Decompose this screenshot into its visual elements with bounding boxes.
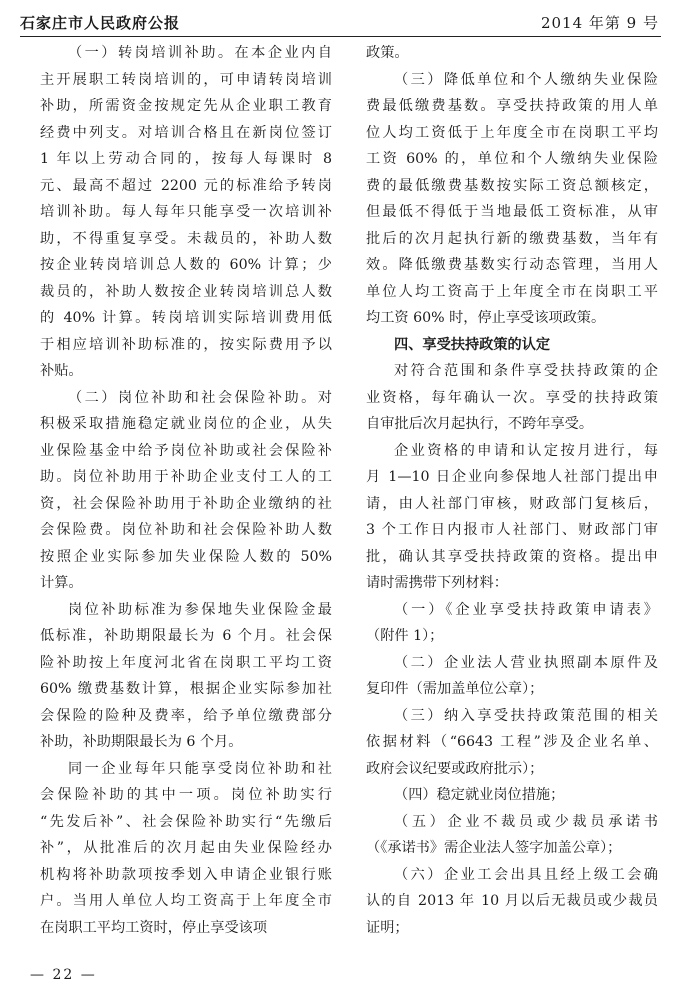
text-line: 政策。 [366, 45, 409, 61]
text-line: 会保险的险种及费率，给予单位缴费部分 [40, 707, 332, 724]
text-line: 证明； [366, 919, 409, 936]
text-line: 自审批后次月起执行，不跨年享受。 [366, 416, 594, 432]
text-line: 助，不得重复享受。未裁员的，补助人数 [40, 230, 332, 247]
text-line: 在岗职工平均工资时，停止享受该项 [40, 919, 268, 936]
text-line: 元、最高不超过 2200 元的标准给予转岗 [40, 177, 332, 194]
text-line: 裁员的，补助人数按企业转岗培训总人数 [40, 283, 332, 300]
text-line: 批，确认其享受扶持政策的资格。提出申 [366, 548, 658, 565]
text-line: 费最低缴费基数。享受扶持政策的用人单 [366, 98, 658, 114]
text-line: 复印件（需加盖单位公章）； [366, 681, 544, 697]
header-rule [20, 36, 661, 37]
text-line: （四）稳定就业岗位措施； [394, 787, 565, 803]
text-line: （六）企业工会出具且经上级工会确 [394, 866, 658, 883]
text-line: （附件 1）； [366, 628, 444, 644]
text-line: 会保险补助的其中一项。岗位补助实行 [40, 787, 332, 803]
text-line: 月 1—10 日企业向参保地人社部门提出申 [366, 469, 658, 485]
text-line: 同一企业每年只能享受岗位补助和社 [68, 760, 332, 777]
text-line: 工资 60% 的，单位和个人缴纳失业保险 [366, 151, 658, 167]
right-column [366, 40, 658, 941]
text-line: 企业资格的申请和认定按月进行，每 [394, 442, 658, 459]
text-line: （二）岗位补助和社会保险补助。对 [68, 389, 332, 406]
text-line: 的 40% 计算。转岗培训实际培训费用低 [40, 310, 332, 326]
text-line: 位人均工资低于上年度全市在岗职工平均 [366, 124, 658, 141]
text-line: 业资格，每年确认一次。享受的扶持政策 [366, 389, 658, 406]
text-line: （《承诺书》需企业法人签字加盖公章）； [366, 840, 622, 856]
text-line: 岗位补助标准为参保地失业保险金最 [68, 601, 332, 618]
text-line: 批后的次月起执行新的缴费基数，当年有 [366, 230, 658, 247]
text-line: 主开展职工转岗培训的，可申请转岗培训 [40, 71, 332, 88]
text-line: 户。当用人单位人均工资高于上年度全市 [40, 893, 332, 909]
text-line: 但最低不得低于当地最低工资标准，从审 [366, 204, 658, 220]
text-line: 补助，补助期限最长为 6 个月。 [40, 734, 243, 750]
section-heading: 四、享受扶持政策的认定 [394, 336, 551, 353]
text-line: 经费中列支。对培训合格且在新岗位签订 [40, 124, 332, 141]
text-line: （三）降低单位和个人缴纳失业保险 [394, 71, 658, 88]
text-line: 效。降低缴费基数实行动态管理，当用人 [366, 257, 658, 273]
text-line: 机构将补助款项按季划入申请企业银行账 [40, 866, 332, 883]
text-line: （一）转岗培训补助。在本企业内自 [68, 45, 332, 61]
text-line: 业保险基金中给予岗位补助或社会保险补 [40, 442, 332, 459]
text-line: 补助，所需资金按规定先从企业职工教育 [40, 98, 332, 114]
text-line: 险补助按上年度河北省在岗职工平均工资 [40, 654, 332, 671]
text-line: 3 个工作日内报市人社部门、财政部门审 [366, 522, 658, 538]
text-line: 于相应培训补助标准的，按实际费用予以 [40, 336, 332, 353]
text-line: 依据材料（“6643 工程”涉及企业名单、 [366, 734, 658, 750]
text-line: “先发后补”、社会保险补助实行“先缴后 [40, 813, 332, 830]
text-line: （三）纳入享受扶持政策范围的相关 [394, 707, 658, 724]
left-column [40, 40, 332, 941]
text-line: 1 年以上劳动合同的，按每人每课时 8 [40, 151, 332, 167]
text-line: 均工资 60% 时，停止享受该项政策。 [366, 310, 606, 326]
text-line: 补贴。 [40, 363, 83, 379]
text-line: 按照企业实际参加失业保险人数的 50% [40, 548, 332, 565]
text-line: 培训补助。每人每年只能享受一次培训补 [40, 204, 332, 220]
text-line: 计算。 [40, 575, 83, 591]
text-line: 助。岗位补助用于补助企业支付工人的工 [40, 469, 332, 485]
text-line: （一）《企业享受扶持政策申请表》 [394, 601, 658, 618]
text-line: 低标准，补助期限最长为 6 个月。社会保 [40, 628, 332, 644]
text-line: 积极采取措施稳定就业岗位的企业，从失 [40, 416, 332, 432]
text-line: （二）企业法人营业执照副本原件及 [394, 654, 658, 671]
text-line: 费的最低缴费基数按实际工资总额核定， [366, 177, 658, 194]
text-line: 请，由人社部门审核，财政部门复核后， [366, 495, 658, 512]
text-line: 60% 缴费基数计算，根据企业实际参加社 [40, 681, 332, 697]
issue-number: 2014 年第 9 号 [540, 14, 659, 32]
page-number: — 22 — [30, 967, 97, 983]
text-line: 对符合范围和条件享受扶持政策的企 [394, 363, 658, 379]
text-line: 请时需携带下列材料： [366, 575, 508, 591]
text-line: 政府会议纪要或政府批示）； [366, 760, 544, 777]
text-line: 单位人均工资高于上年度全市在岗职工平 [366, 283, 658, 300]
text-line: 认的自 2013 年 10 月以后无裁员或少裁员 [366, 893, 658, 909]
text-line: 按企业转岗培训总人数的 60% 计算；少 [40, 257, 332, 273]
journal-title: 石家庄市人民政府公报 [20, 14, 181, 32]
text-line: 补”，从批准后的次月起由失业保险经办 [40, 840, 332, 856]
text-line: 资，社会保险补助用于补助企业缴纳的社 [40, 495, 332, 512]
text-line: （五）企业不裁员或少裁员承诺书 [394, 813, 658, 830]
text-line: 会保险费。岗位补助和社会保险补助人数 [40, 522, 332, 538]
